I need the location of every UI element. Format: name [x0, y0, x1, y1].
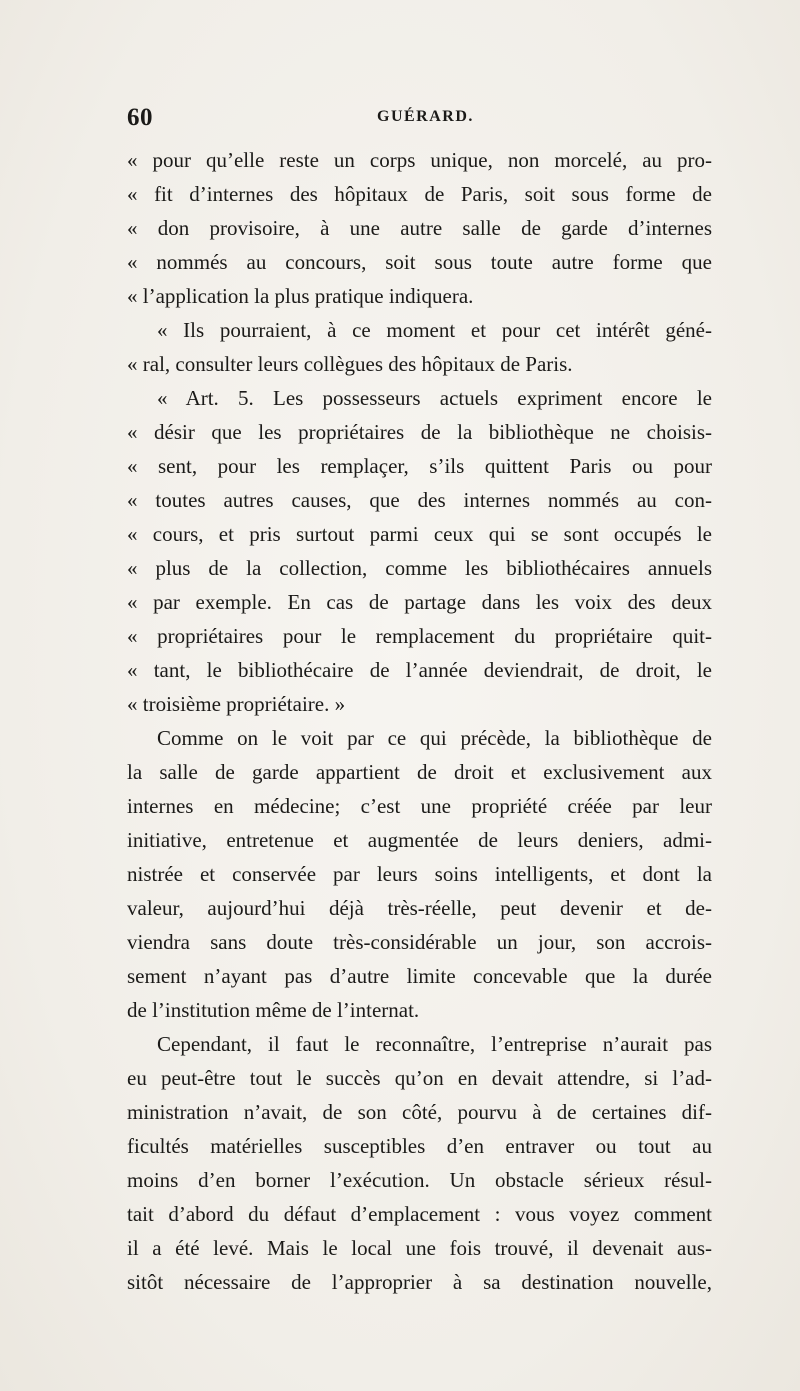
text-line: tait d’abord du défaut d’emplacement : vous voyez comment [127, 1202, 712, 1226]
text-line: « tant, le bibliothécaire de l’année deviendrait, de droit, le [127, 658, 712, 682]
text-line: sitôt nécessaire de l’approprier à sa destination nouvelle, [127, 1270, 712, 1294]
text-line: « sent, pour les remplaçer, s’ils quittent Paris ou pour [127, 454, 712, 478]
text-line: valeur, aujourd’hui déjà très-réelle, peut devenir et de- [127, 896, 712, 920]
text-line: il a été levé. Mais le local une fois trouvé, il devenait aus- [127, 1236, 712, 1260]
text-line: « ral, consulter leurs collègues des hôpitaux de Paris. [127, 352, 573, 376]
text-line: « don provisoire, à une autre salle de garde d’internes [127, 216, 712, 240]
text-line: internes en médecine; c’est une propriété créée par leur [127, 794, 712, 818]
text-line: moins d’en borner l’exécution. Un obstacle sérieux résul- [127, 1168, 712, 1192]
running-title: GUÉRARD. [377, 108, 474, 125]
text-line: Cependant, il faut le reconnaître, l’entreprise n’aurait pas [157, 1032, 712, 1056]
text-line: « troisième propriétaire. » [127, 692, 346, 716]
text-line: « propriétaires pour le remplacement du propriétaire quit- [127, 624, 712, 648]
text-line: sement n’ayant pas d’autre limite concevable que la durée [127, 964, 712, 988]
text-line: initiative, entretenue et augmentée de leurs deniers, admi- [127, 828, 712, 852]
text-line: viendra sans doute très-considérable un jour, son accrois- [127, 930, 712, 954]
text-line: « par exemple. En cas de partage dans les voix des deux [127, 590, 712, 614]
text-line: Comme on le voit par ce qui précède, la bibliothèque de [157, 726, 712, 750]
text-line: « fit d’internes des hôpitaux de Paris, soit sous forme de [127, 182, 712, 206]
running-head [127, 104, 712, 134]
text-line: « Ils pourraient, à ce moment et pour cet intérêt géné- [157, 318, 712, 342]
text-line: « cours, et pris surtout parmi ceux qui se sont occupés le [127, 522, 712, 546]
body-text [127, 143, 712, 1299]
text-line: « l’application la plus pratique indiquera. [127, 284, 474, 308]
text-line: nistrée et conservée par leurs soins intelligents, et dont la [127, 862, 712, 886]
text-line: eu peut-être tout le succès qu’on en devait attendre, si l’ad- [127, 1066, 712, 1090]
text-line: « toutes autres causes, que des internes nommés au con- [127, 488, 712, 512]
text-line: « nommés au concours, soit sous toute autre forme que [127, 250, 712, 274]
text-line: la salle de garde appartient de droit et exclusivement aux [127, 760, 712, 784]
text-line: ficultés matérielles susceptibles d’en entraver ou tout au [127, 1134, 712, 1158]
text-line: « Art. 5. Les possesseurs actuels expriment encore le [157, 386, 712, 410]
page-number: 60 [127, 104, 153, 131]
text-line: de l’institution même de l’internat. [127, 998, 420, 1022]
text-line: « désir que les propriétaires de la bibliothèque ne choisis- [127, 420, 712, 444]
text-line: ministration n’avait, de son côté, pourvu à de certaines dif- [127, 1100, 712, 1124]
text-line: « plus de la collection, comme les bibliothécaires annuels [127, 556, 712, 580]
text-line: « pour qu’elle reste un corps unique, non morcelé, au pro- [127, 148, 712, 172]
